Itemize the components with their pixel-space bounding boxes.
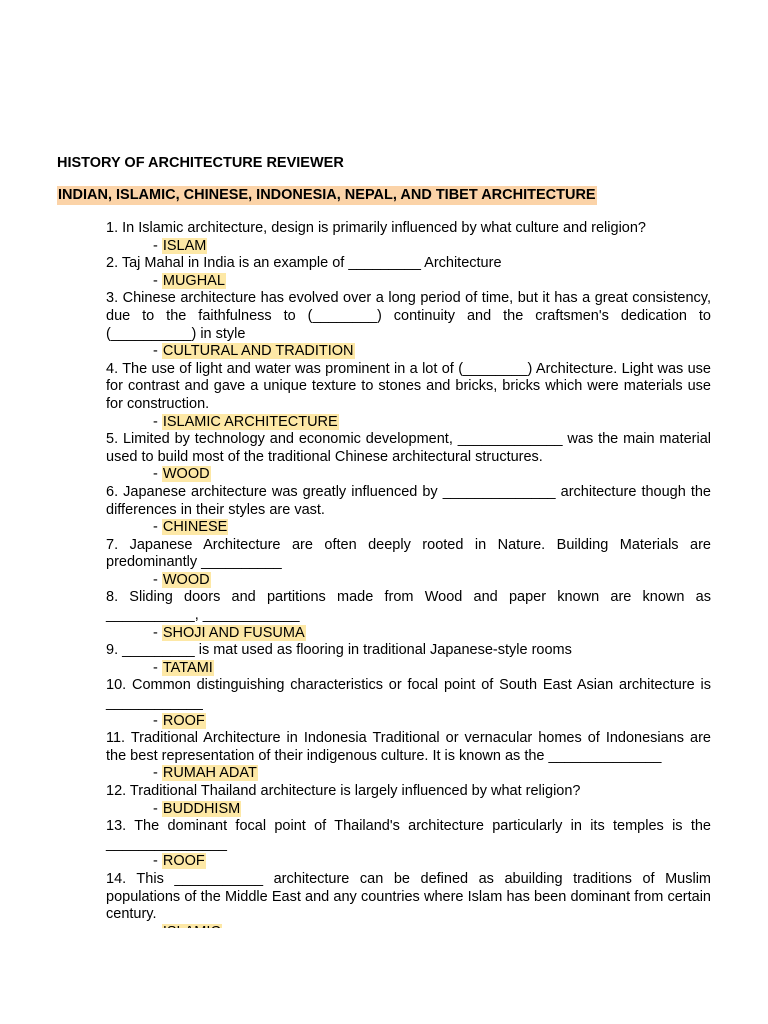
answer-prefix: - <box>153 466 162 483</box>
answer-line <box>106 414 711 432</box>
answer-line <box>106 853 711 871</box>
answer-highlight: MUGHAL <box>162 272 225 289</box>
answer-prefix: - <box>153 272 162 289</box>
answer-prefix: - <box>153 853 162 870</box>
question-item-1 <box>106 220 711 255</box>
answer-line <box>106 625 711 643</box>
question-text: 12. Traditional Thailand architecture is largely influenced by what religion? <box>106 783 581 799</box>
answer-highlight: RUMAH ADAT <box>162 765 257 782</box>
section-heading-highlight: INDIAN, ISLAMIC, CHINESE, INDONESIA, NEPAL, AND TIBET ARCHITECTURE <box>58 187 596 203</box>
question-text: 13. The dominant focal point of Thailand's architecture particularly in its temples is the _______________ <box>106 818 711 852</box>
answer-line <box>106 660 711 678</box>
answer-line <box>106 238 711 256</box>
question-item-5 <box>106 431 711 484</box>
answer-prefix: - <box>153 571 162 588</box>
question-text: 7. Japanese Architecture are often deeply rooted in Nature. Building Materials are predominantly __________ <box>106 536 711 571</box>
question-text: 2. Taj Mahal in India is an example of _________ Architecture <box>106 255 502 272</box>
question-text: 5. Limited by technology and economic development, _____________ was the main material used to build most of the traditional Chinese architectural structures. <box>106 431 711 465</box>
answer-line <box>106 572 711 590</box>
answer-line <box>106 801 711 819</box>
answer-prefix: - <box>153 237 162 254</box>
answer-highlight: ROOF <box>162 853 205 870</box>
answer-prefix: - <box>153 765 162 782</box>
answer-highlight: CHINESE <box>162 519 228 536</box>
answer-highlight: TATAMI <box>162 659 213 676</box>
question-text: 4. The use of light and water was prominent in a lot of (________) Architecture. Light was use for contrast and gave a unique texture to stones and bricks, bricks which were materials use for construction. <box>106 360 711 412</box>
question-text: 6. Japanese architecture was greatly influenced by ______________ architecture though the differences in their styles are vast. <box>106 483 711 518</box>
answer-prefix: - <box>153 413 162 430</box>
question-item-12 <box>106 783 711 818</box>
answer-prefix: - <box>153 712 162 729</box>
question-item-7 <box>106 537 711 590</box>
question-item-13 <box>106 818 711 871</box>
question-item-10 <box>106 677 711 730</box>
question-item-9 <box>106 642 711 677</box>
question-text: 9. _________ is mat used as flooring in traditional Japanese-style rooms <box>106 642 572 659</box>
question-text: 14. This ___________ architecture can be defined as abuilding traditions of Muslim populations of the Middle East and any countries where Islam has been dominant from certain century. <box>106 870 711 923</box>
answer-highlight: WOOD <box>162 466 210 483</box>
question-item-6 <box>106 484 711 537</box>
question-text: 3. Chinese architecture has evolved over a long period of time, but it has a great consistency, due to the faithfulness to (________) continuity and the craftsmen's dedication to (__________) in style <box>106 290 711 342</box>
section-heading <box>57 187 597 203</box>
question-item-3 <box>106 290 711 360</box>
answer-prefix: - <box>153 800 162 817</box>
question-item-8 <box>106 589 711 642</box>
question-item-4 <box>106 361 711 431</box>
answer-prefix: - <box>153 659 162 676</box>
answer-line <box>106 466 711 484</box>
answer-prefix: - <box>153 624 162 641</box>
page-bottom-margin <box>0 928 768 1024</box>
answer-highlight: SHOJI AND FUSUMA <box>162 624 305 641</box>
question-item-2 <box>106 255 711 290</box>
answer-highlight: BUDDHISM <box>162 800 241 817</box>
answer-line <box>106 765 711 783</box>
answer-highlight: ROOF <box>162 712 205 729</box>
answer-highlight: WOOD <box>162 571 210 588</box>
answer-prefix: - <box>153 519 162 536</box>
answer-line <box>106 713 711 731</box>
answer-highlight: ISLAM <box>162 237 207 254</box>
question-text: 11. Traditional Architecture in Indonesia Traditional or vernacular homes of Indonesians are the best representation of their indigenous culture. It is known as the ______________ <box>106 730 711 764</box>
answer-highlight: CULTURAL AND TRADITION <box>162 343 354 360</box>
question-text: 1. In Islamic architecture, design is primarily influenced by what culture and religion? <box>106 220 646 236</box>
answer-highlight: ISLAMIC ARCHITECTURE <box>162 413 338 430</box>
question-item-11 <box>106 730 711 783</box>
question-text: 8. Sliding doors and partitions made from Wood and paper known are known as ___________, ____________ <box>106 589 711 624</box>
answer-line <box>106 273 711 291</box>
answer-line <box>106 343 711 361</box>
answer-line <box>106 519 711 537</box>
question-list <box>106 220 711 928</box>
question-text: 10. Common distinguishing characteristics or focal point of South East Asian architecture is ____________ <box>106 677 711 712</box>
document-title: HISTORY OF ARCHITECTURE REVIEWER <box>57 155 344 171</box>
answer-prefix: - <box>153 343 162 360</box>
